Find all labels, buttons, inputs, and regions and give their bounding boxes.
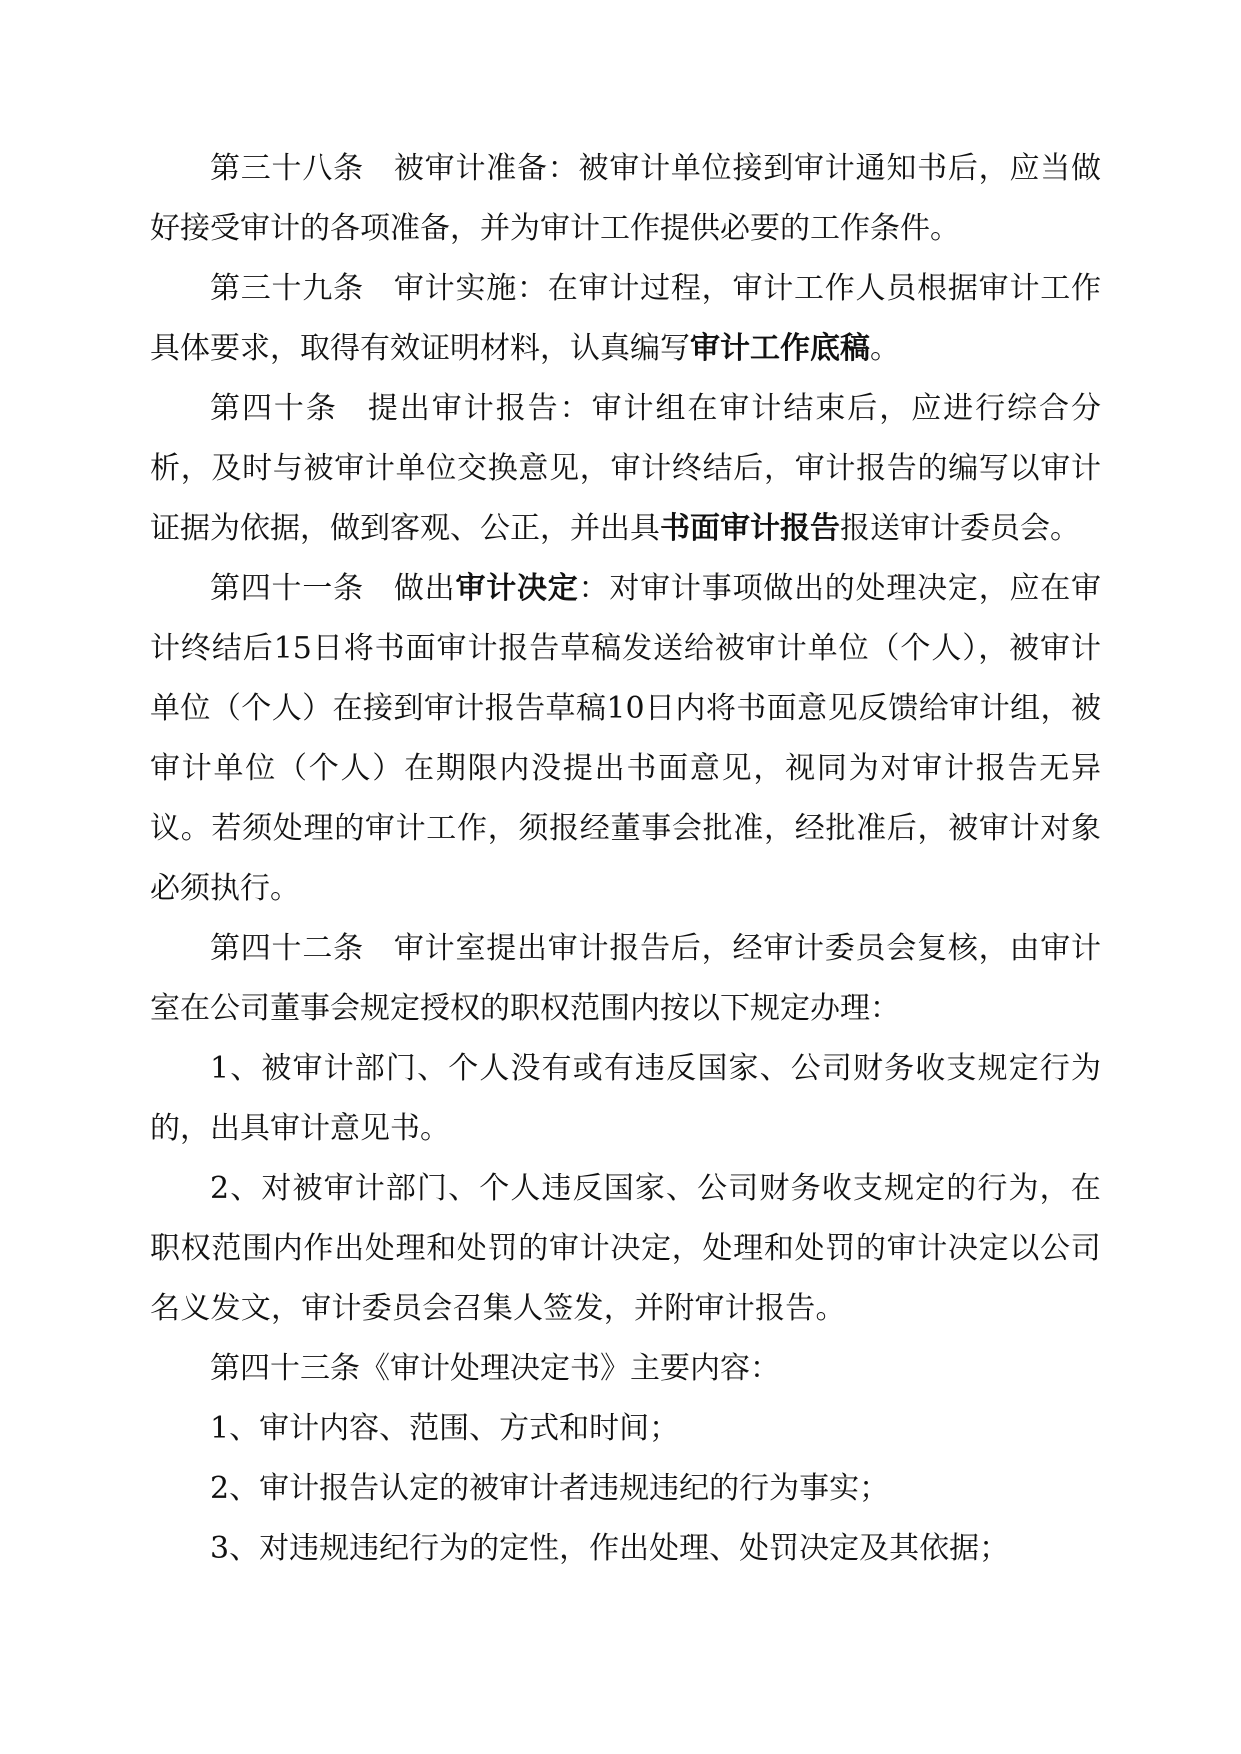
article-40-text: 提出审计报告：审计组在审计结束后，应进行综合分析，及时与被审计单位交换意见，审计终结后，审计报告的编写以审计证据为依据，做到客观、公正，并出具 — [150, 391, 1102, 546]
article-41-text: 做出 — [393, 571, 456, 606]
article-42-text: 审计室提出审计报告后，经审计委员会复核，由审计室在公司董事会规定授权的职权范围内按以下规定办理： — [150, 931, 1102, 1026]
article-40 — [150, 379, 1101, 559]
article-43-item-3: 3、对违规违纪行为的定性，作出处理、处罚决定及其依据； — [210, 1531, 1010, 1566]
article-38-label: 第三十八条 — [210, 151, 364, 186]
article-39-bold-term: 审计工作底稿 — [690, 331, 870, 366]
article-38-text: 被审计准备：被审计单位接到审计通知书后，应当做好接受审计的各项准备，并为审计工作提供必要的工作条件。 — [150, 151, 1102, 246]
article-39-text: 审计实施：在审计过程，审计工作人员根据审计工作具体要求，取得有效证明材料，认真编写 — [150, 271, 1102, 366]
article-41-text-end: ：对审计事项做出的处理决定，应在审计终结后15日将书面审计报告草稿发送给被审计单位（个人），被审计单位（个人）在接到审计报告草稿10日内将书面意见反馈给审计组，被审计单位（个人）在期限内没提出书面意见，视同为对审计报告无异议。若须处理的审计工作，须报经董事会批准，经批准后，被审计对象必须执行。 — [150, 571, 1102, 906]
article-39-text-end: 。 — [870, 331, 900, 366]
article-43-item-1: 1、审计内容、范围、方式和时间； — [210, 1411, 680, 1446]
article-41 — [150, 559, 1101, 919]
document-body — [150, 139, 1101, 1579]
article-38 — [150, 139, 1101, 259]
article-40-label: 第四十条 — [210, 391, 338, 426]
article-41-label: 第四十一条 — [210, 571, 364, 606]
article-42 — [150, 919, 1101, 1039]
article-42-item-2: 2、对被审计部门、个人违反国家、公司财务收支规定的行为，在职权范围内作出处理和处罚的审计决定，处理和处罚的审计决定以公司名义发文，审计委员会召集人签发，并附审计报告。 — [150, 1171, 1101, 1326]
article-41-bold-term: 审计决定 — [455, 571, 579, 606]
article-43-item-2: 2、审计报告认定的被审计者违规违纪的行为事实； — [210, 1471, 890, 1506]
article-40-text-end: 报送审计委员会。 — [840, 511, 1080, 546]
article-40-bold-term: 书面审计报告 — [660, 511, 840, 546]
article-42-item-1: 1、被审计部门、个人没有或有违反国家、公司财务收支规定行为的，出具审计意见书。 — [150, 1051, 1101, 1146]
article-39 — [150, 259, 1101, 379]
article-39-label: 第三十九条 — [210, 271, 364, 306]
article-42-label: 第四十二条 — [210, 931, 364, 966]
article-43: 第四十三条《审计处理决定书》主要内容： — [210, 1351, 780, 1386]
